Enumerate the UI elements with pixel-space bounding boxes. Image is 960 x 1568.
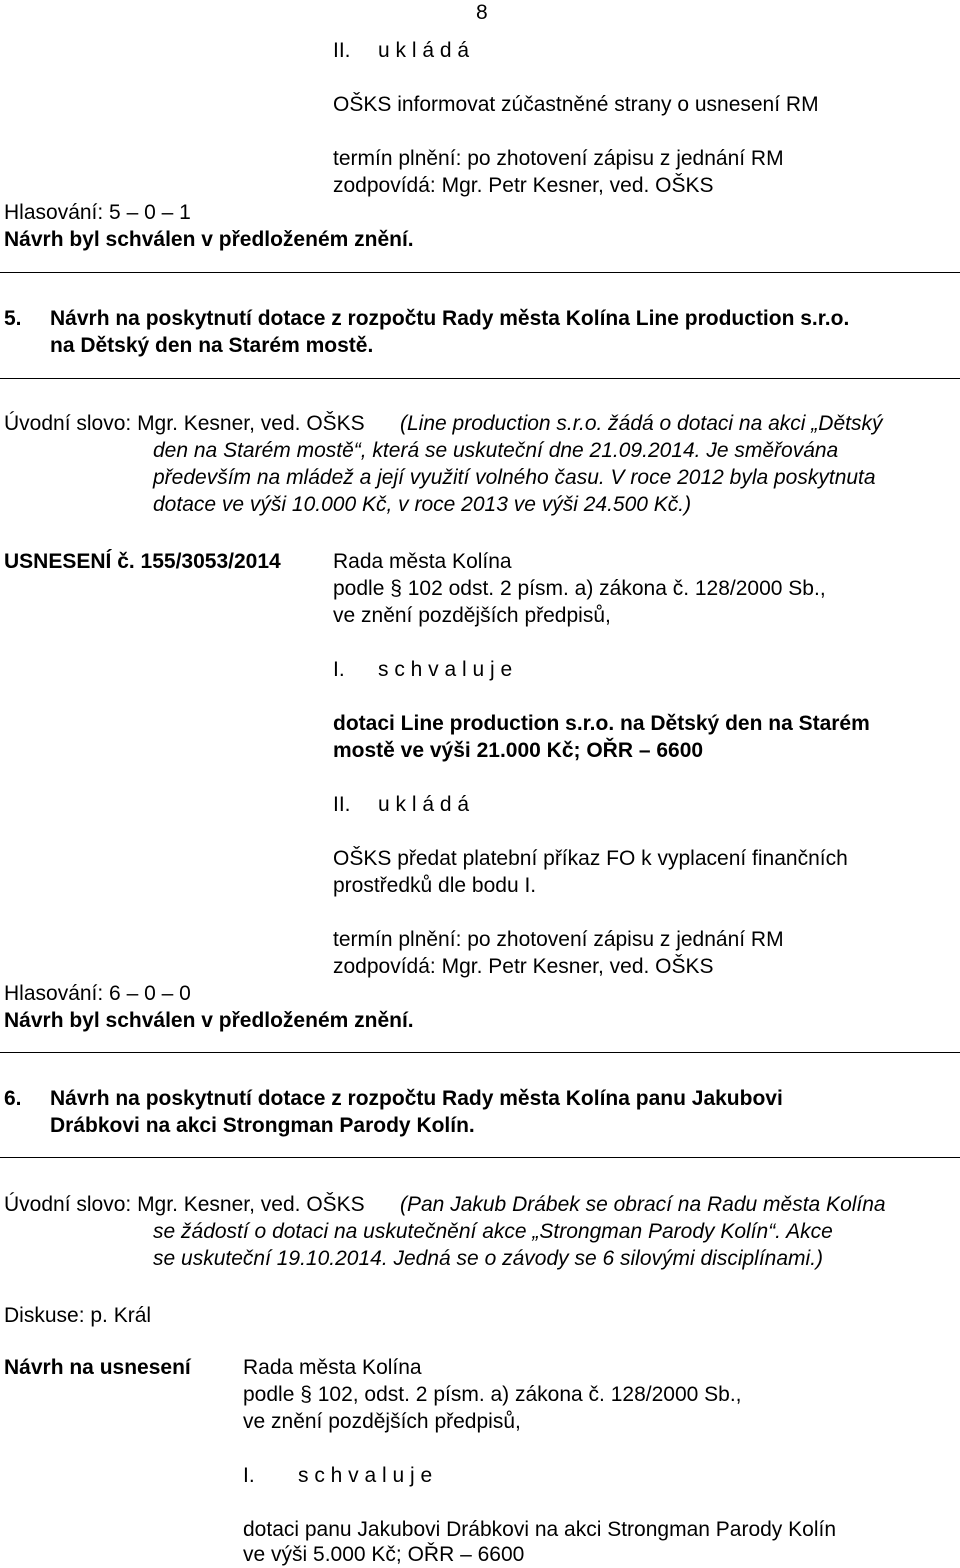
divider [0,378,960,379]
page-number: 8 [476,1,488,24]
predat-line2: prostředků dle bodu I. [333,874,537,897]
law-line2: ve znění pozdějších předpisů, [243,1410,521,1433]
schvaluje-roman: I. [333,658,345,681]
ukl-word: u k l á d á [378,39,470,62]
hlasovani-line: Hlasování: 6 – 0 – 0 [4,982,191,1005]
item6-intro-line2: se žádostí o dotaci na uskutečnění akce „Strongman Parody Kolín“. Akce [153,1220,833,1243]
law-line1: podle § 102, odst. 2 písm. a) zákona č. 128/2000 Sb., [243,1383,742,1406]
result-line: Návrh byl schválen v předloženém znění. [4,228,414,251]
divider [0,1052,960,1053]
item6-intro-label: Úvodní slovo: Mgr. Kesner, ved. OŠKS [4,1193,365,1216]
inform-text: OŠKS informovat zúčastněné strany o usnesení RM [333,93,819,116]
law-line2: ve znění pozdějších předpisů, [333,604,611,627]
diskuse-line: Diskuse: p. Král [4,1304,152,1327]
item5-intro-line1: (Line production s.r.o. žádá o dotaci na akci „Dětský [400,412,883,435]
item6-number: 6. [4,1087,22,1110]
dotace-line2: mostě ve výši 21.000 Kč; OŘR – 6600 [333,739,704,762]
schvaluje-roman: I. [243,1464,255,1487]
item6-intro-line1: (Pan Jakub Drábek se obrací na Radu města Kolína [400,1193,886,1216]
navrh-label: Návrh na usnesení [4,1356,191,1379]
ukl-word: u k l á d á [378,793,470,816]
predat-line1: OŠKS předat platební příkaz FO k vyplacení finančních [333,847,848,870]
ukl-roman: II. [333,793,351,816]
divider [0,1157,960,1158]
dotace-line1: dotaci panu Jakubovi Drábkovi na akci Strongman Parody Kolín [243,1518,837,1541]
item5-number: 5. [4,307,22,330]
schvaluje-word: s c h v a l u j e [298,1464,433,1487]
usneseni-label: USNESENÍ č. 155/3053/2014 [4,550,281,573]
hlasovani-line: Hlasování: 5 – 0 – 1 [4,201,191,224]
zodpovida-line: zodpovídá: Mgr. Petr Kesner, ved. OŠKS [333,955,714,978]
item5-intro-label: Úvodní slovo: Mgr. Kesner, ved. OŠKS [4,412,365,435]
ukl-roman: II. [333,39,351,62]
law-line1: podle § 102 odst. 2 písm. a) zákona č. 128/2000 Sb., [333,577,826,600]
item6-intro-line3: se uskuteční 19.10.2014. Jedná se o závody se 6 silovými disciplínami.) [153,1247,824,1270]
item5-title-line1: Návrh na poskytnutí dotace z rozpočtu Rady města Kolína Line production s.r.o. [50,307,850,330]
divider [0,272,960,273]
item5-intro-line3: především na mládež a její využití volného času. V roce 2012 byla poskytnuta [153,466,876,489]
schvaluje-word: s c h v a l u j e [378,658,513,681]
zodpovida-line: zodpovídá: Mgr. Petr Kesner, ved. OŠKS [333,174,714,197]
item6-title-line2: Drábkovi na akci Strongman Parody Kolín. [50,1114,475,1137]
item5-title-line2: na Dětský den na Starém mostě. [50,334,374,357]
result-line: Návrh byl schválen v předloženém znění. [4,1009,414,1032]
navrh-body: Rada města Kolína [243,1356,422,1379]
item5-intro-line4: dotace ve výši 10.000 Kč, v roce 2013 ve výši 24.500 Kč.) [153,493,692,516]
item6-title-line1: Návrh na poskytnutí dotace z rozpočtu Rady města Kolína panu Jakubovi [50,1087,783,1110]
dotace-line1: dotaci Line production s.r.o. na Dětský den na Starém [333,712,870,735]
usneseni-body: Rada města Kolína [333,550,512,573]
termin-line: termín plnění: po zhotovení zápisu z jednání RM [333,147,784,170]
item5-intro-line2: den na Starém mostě“, která se uskuteční dne 21.09.2014. Je směřována [153,439,839,462]
dotace-line2: ve výši 5.000 Kč; OŘR – 6600 [243,1543,525,1566]
termin-line: termín plnění: po zhotovení zápisu z jednání RM [333,928,784,951]
